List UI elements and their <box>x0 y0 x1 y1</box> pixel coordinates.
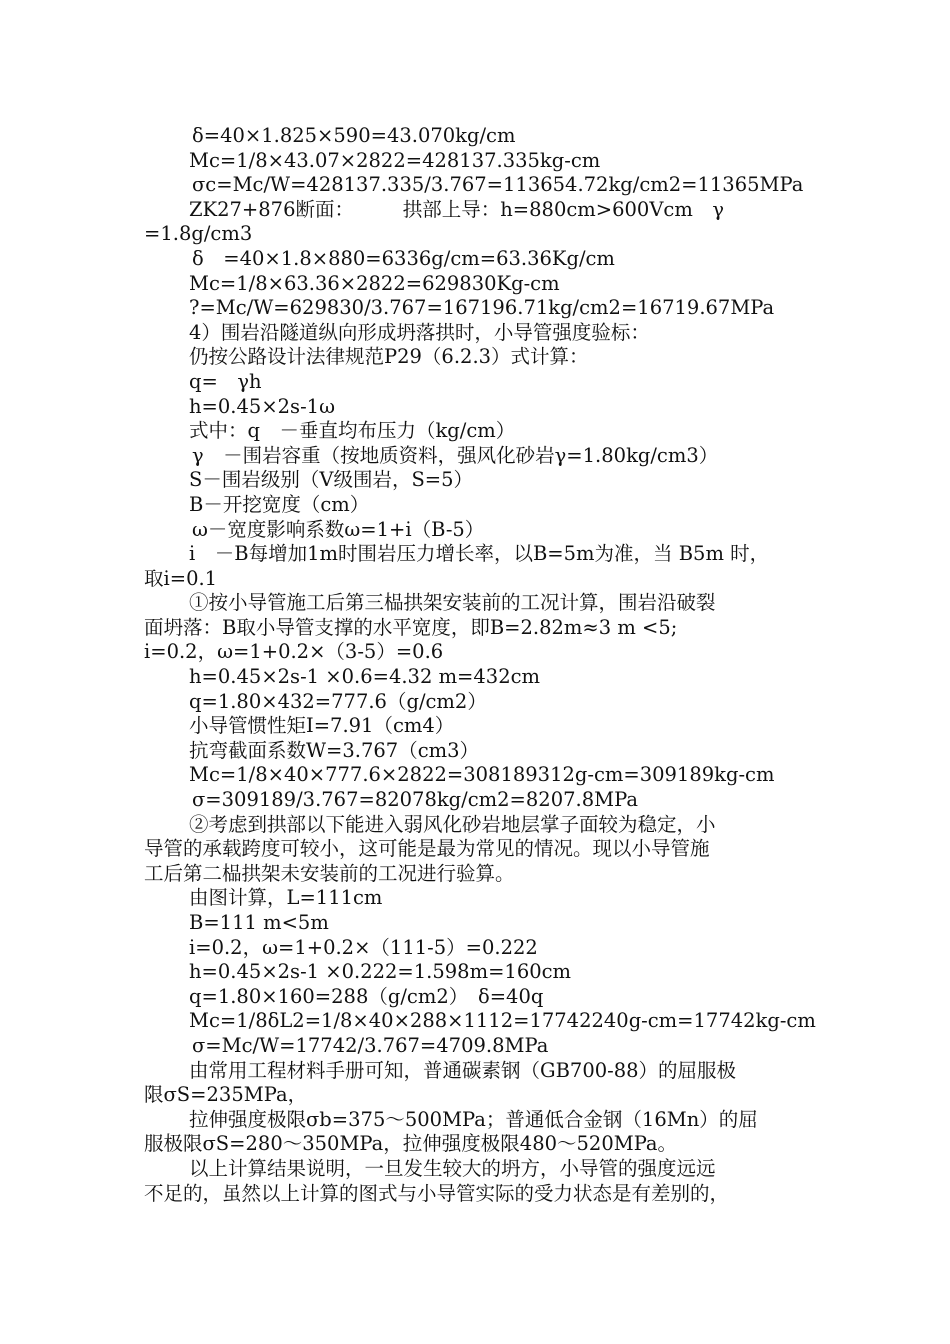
text-line: 抗弯截面系数W=3.767（cm3） <box>189 738 480 762</box>
text-line: Mc=1/8×40×777.6×2822=308189312g-cm=309189kg-cm <box>189 763 775 787</box>
text-line: δ =40×1.8×880=6336g/cm=63.36Kg/cm <box>192 246 615 270</box>
text-line: 以上计算结果说明，一旦发生较大的坍方，小导管的强度远远 <box>189 1156 716 1180</box>
text-line: 工后第二榀拱架未安装前的工况进行验算。 <box>144 861 515 885</box>
text-line: Mc=1/8δL2=1/8×40×288×1112=17742240g-cm=17742kg-cm <box>189 1009 816 1033</box>
text-line: ②考虑到拱部以下能进入弱风化砂岩地层掌子面较为稳定，小 <box>189 812 716 836</box>
text-line: Mc=1/8×63.36×2822=629830Kg-cm <box>189 271 560 295</box>
text-line: ①按小导管施工后第三榀拱架安装前的工况计算，围岩沿破裂 <box>189 591 716 615</box>
text-line: B=111 m<5m <box>189 911 329 934</box>
text-line: q= γh <box>189 369 262 393</box>
text-line: i=0.2，ω=1+0.2×（3-5）=0.6 <box>144 640 444 664</box>
text-line: 面坍落：B取小导管支撑的水平宽度，即B=2.82m≈3 m <5; <box>144 615 678 639</box>
text-line: i －B每增加1m时围岩压力增长率，以B=5m为准，当 B5m 时， <box>189 542 770 566</box>
text-line: σ=Mc/W=17742/3.767=4709.8MPa <box>192 1033 549 1057</box>
text-line: σc=Mc/W=428137.335/3.767=113654.72kg/cm2=11365MPa <box>192 173 804 197</box>
text-line: 限σS=235MPa， <box>144 1083 308 1107</box>
text-line: ?=Mc/W=629830/3.767=167196.71kg/cm2=16719.67MPa <box>189 296 775 320</box>
text-line: 拉伸强度极限σb=375～500MPa；普通低合金钢（16Mn）的屈 <box>189 1107 758 1131</box>
text-line: 式中：q －垂直均布压力（kg/cm） <box>189 419 516 443</box>
text-line: 由图计算，L=111cm <box>189 886 383 910</box>
text-line: q=1.80×432=777.6（g/cm2） <box>189 689 487 713</box>
text-line: h=0.45×2s-1 ×0.6=4.32 m=432cm <box>189 665 541 689</box>
text-line: 由常用工程材料手册可知，普通碳素钢（GB700-88）的屈服极 <box>189 1058 737 1082</box>
text-line: 仍按公路设计法律规范P29（6.2.3）式计算： <box>189 345 589 369</box>
text-line: 小导管惯性矩I=7.91（cm4） <box>189 714 455 738</box>
text-line: γ －围岩容重（按地质资料，强风化砂岩γ=1.80kg/cm3） <box>192 443 719 467</box>
text-line: B－开挖宽度（cm） <box>189 492 370 516</box>
text-line: Mc=1/8×43.07×2822=428137.335kg-cm <box>189 148 601 172</box>
text-line: q=1.80×160=288（g/cm2） δ=40q <box>189 984 544 1008</box>
text-line: σ=309189/3.767=82078kg/cm2=8207.8MPa <box>192 788 638 812</box>
text-line: 取i=0.1 <box>144 566 218 590</box>
text-line: i=0.2，ω=1+0.2×（111-5）=0.222 <box>189 935 538 959</box>
text-line: 导管的承载跨度可较小，这可能是最为常见的情况。现以小导管施 <box>144 837 710 861</box>
text-line: ω－宽度影响系数ω=1+i（B-5） <box>192 517 485 541</box>
text-line: δ=40×1.825×590=43.070kg/cm <box>192 124 516 147</box>
text-line: h=0.45×2s-1ω <box>189 394 335 418</box>
text-line: S－围岩级别（Ⅴ级围岩，S=5） <box>189 468 474 492</box>
text-line: h=0.45×2s-1 ×0.222=1.598m=160cm <box>189 960 572 984</box>
text-line: 服极限σS=280～350MPa，拉伸强度极限480～520MPa。 <box>144 1132 678 1156</box>
text-line: 不足的，虽然以上计算的图式与小导管实际的受力状态是有差别的， <box>144 1181 730 1205</box>
text-line: 4）围岩沿隧道纵向形成坍落拱时，小导管强度验标： <box>189 320 650 344</box>
text-line: =1.8g/cm3 <box>144 222 253 246</box>
text-line: ZK27+876断面： 拱部上导：h=880cm>600Vcm γ <box>189 197 724 221</box>
document-body <box>144 124 816 1206</box>
